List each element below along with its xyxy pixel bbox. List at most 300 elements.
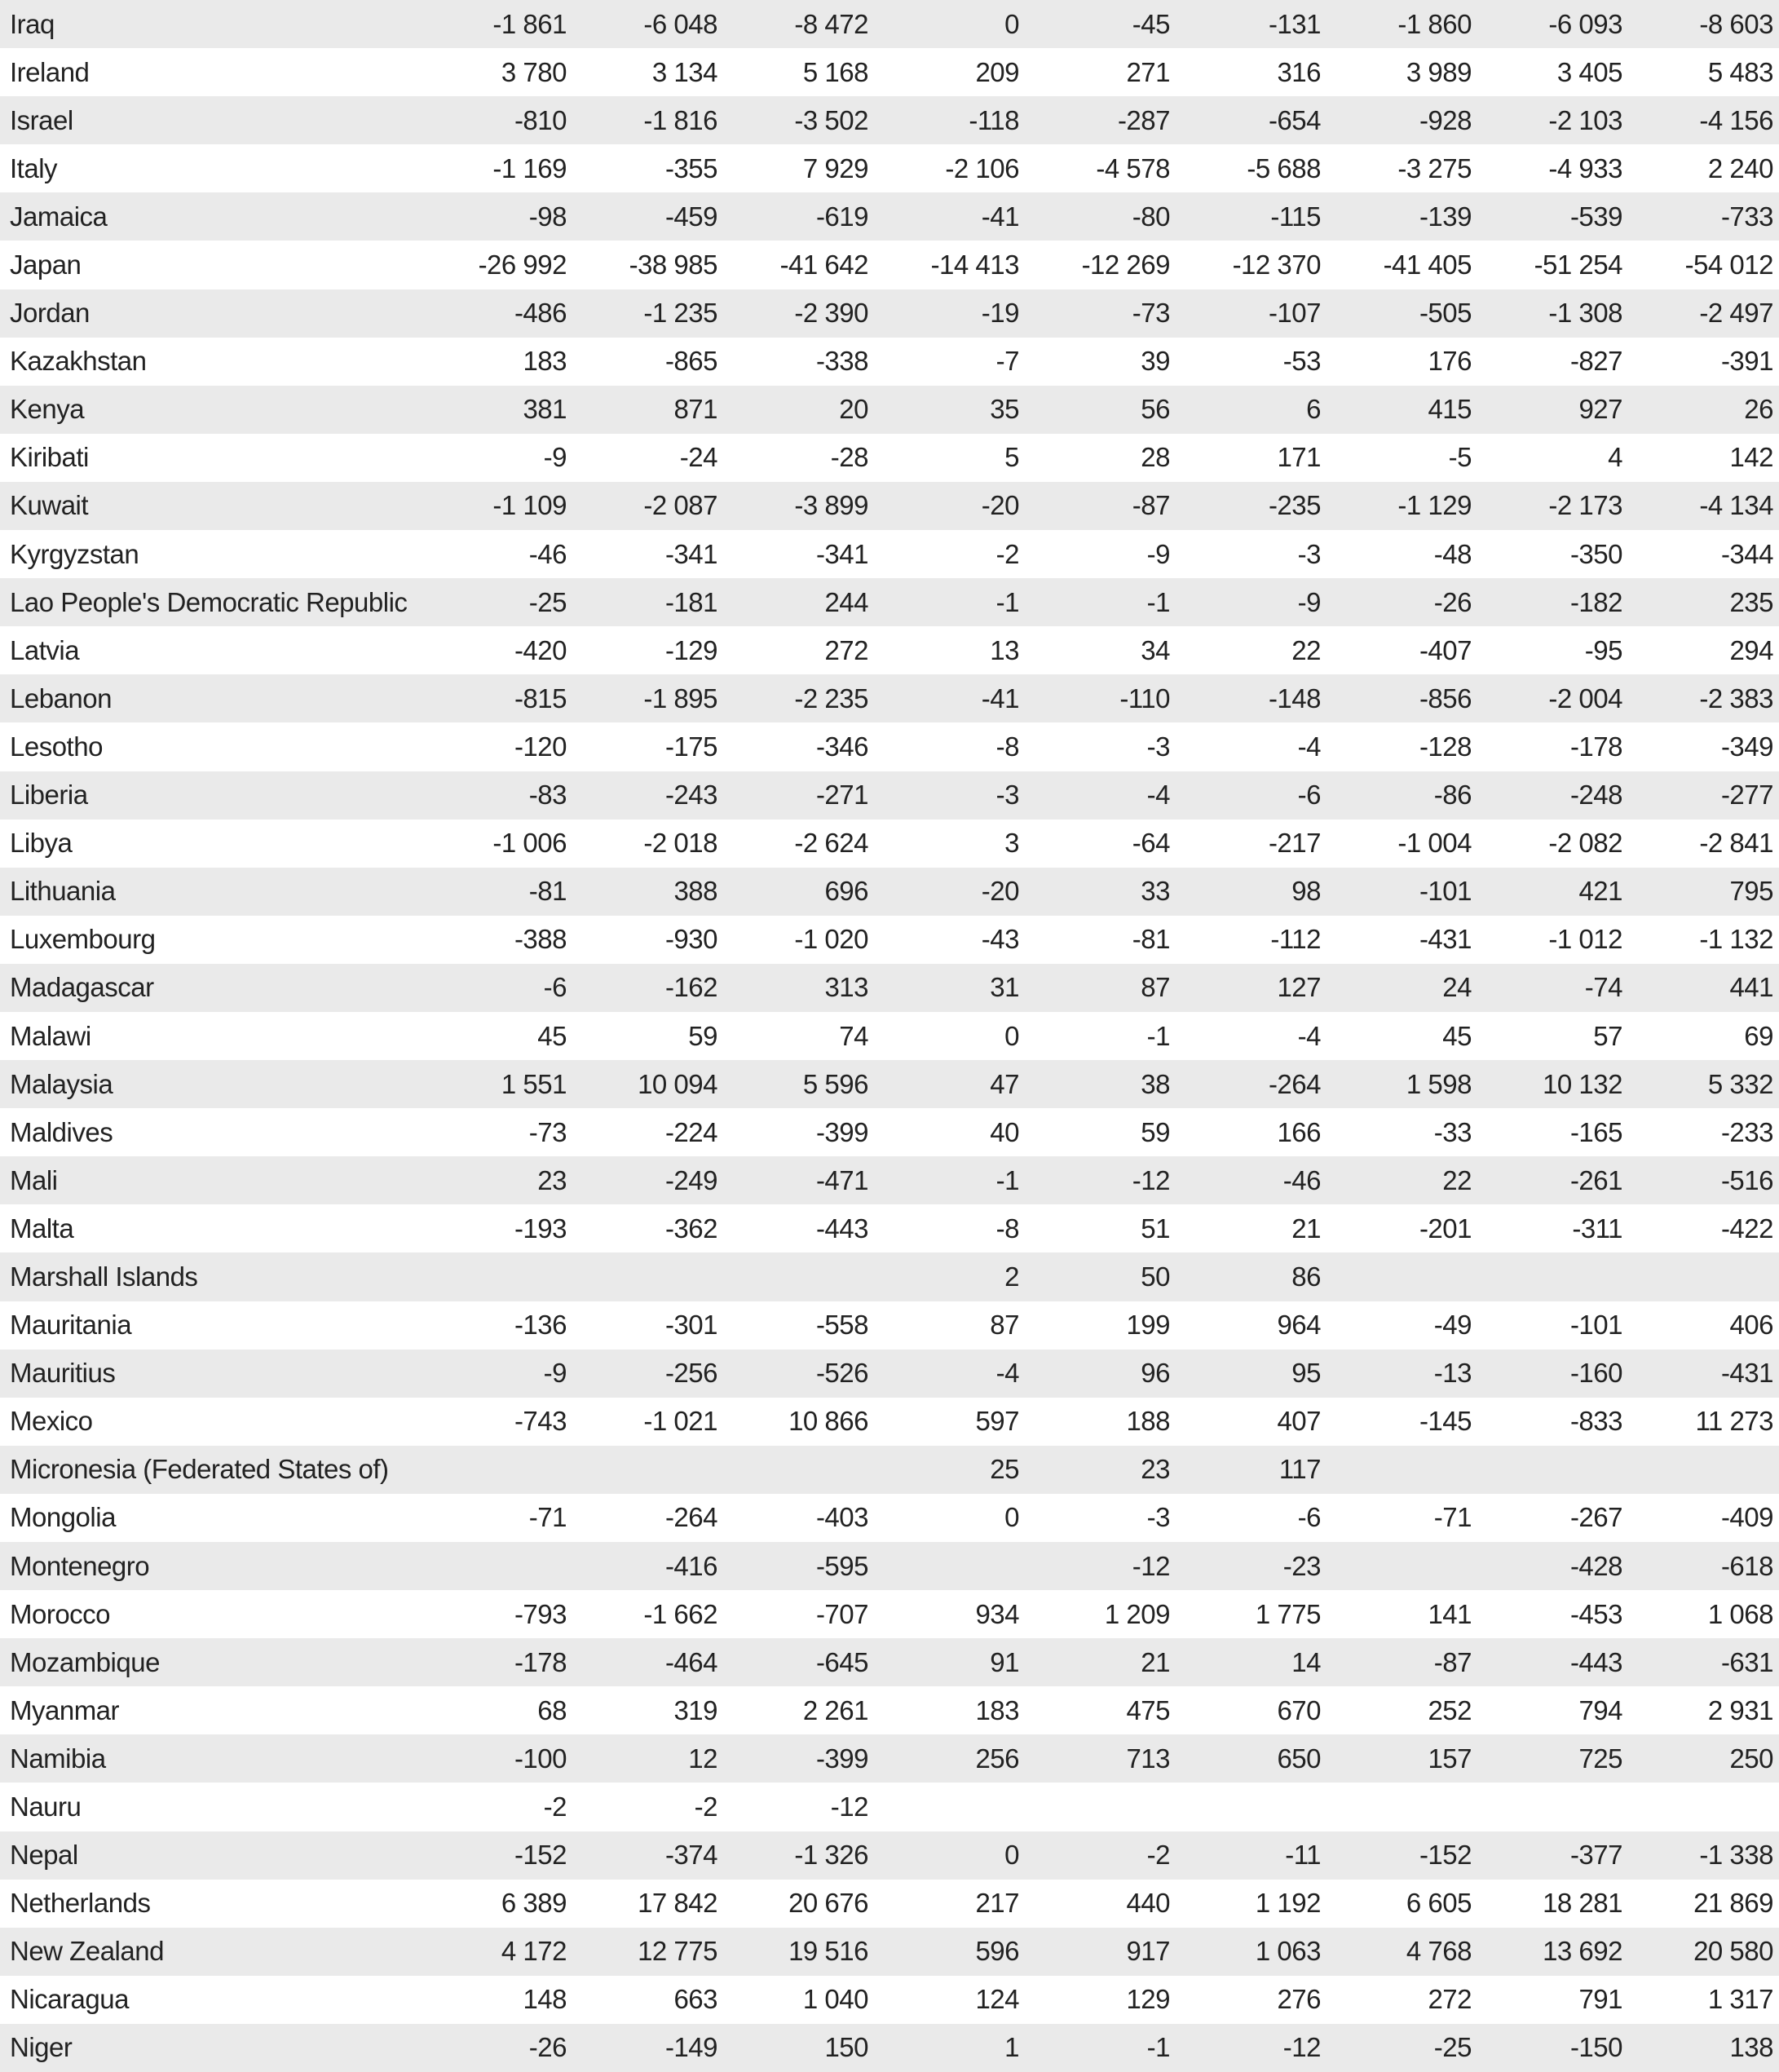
value-cell: -4: [1146, 780, 1170, 811]
value-cell: -1 004: [1397, 828, 1472, 859]
value-cell: -20: [981, 490, 1019, 521]
table-row: [0, 1156, 1779, 1204]
table-row: [0, 1398, 1779, 1446]
value-cell: -107: [1268, 298, 1321, 329]
value-cell: 45: [1442, 1020, 1472, 1051]
value-cell: -338: [815, 346, 868, 377]
value-cell: -23: [1282, 1550, 1321, 1581]
value-cell: -743: [514, 1406, 567, 1437]
value-cell: -148: [1268, 683, 1321, 713]
value-cell: 12: [688, 1743, 717, 1774]
value-cell: -217: [1268, 828, 1321, 859]
value-cell: 7 929: [802, 152, 868, 183]
country-name-cell: Morocco: [10, 1598, 111, 1629]
value-cell: 388: [673, 876, 717, 907]
table-row: [0, 1686, 1779, 1734]
value-cell: -2 235: [794, 683, 868, 713]
value-cell: -110: [1119, 683, 1170, 713]
value-cell: 57: [1593, 1020, 1622, 1051]
value-cell: -539: [1569, 201, 1622, 232]
value-cell: -526: [815, 1358, 868, 1389]
value-cell: 10 866: [788, 1406, 868, 1437]
value-cell: -3 899: [794, 490, 868, 521]
value-cell: 2 261: [802, 1694, 868, 1725]
country-name-cell: Latvia: [10, 634, 80, 665]
value-cell: -150: [1569, 2032, 1622, 2063]
table-row: [0, 386, 1779, 434]
table-row: [0, 2024, 1779, 2072]
value-cell: 74: [839, 1020, 868, 1051]
value-cell: -12: [830, 1791, 868, 1822]
table-row: [0, 434, 1779, 482]
value-cell: 38: [1141, 1068, 1170, 1099]
value-cell: 21 869: [1693, 1888, 1773, 1919]
country-name-cell: Madagascar: [10, 972, 154, 1003]
value-cell: 407: [1277, 1406, 1321, 1437]
value-cell: -1 816: [643, 104, 717, 135]
value-cell: -19: [981, 298, 1019, 329]
value-cell: -827: [1569, 346, 1622, 377]
value-cell: -14 413: [930, 250, 1019, 281]
value-cell: -4: [1297, 731, 1321, 762]
value-cell: -1 006: [492, 828, 567, 859]
value-cell: 272: [824, 634, 868, 665]
value-cell: -74: [1584, 972, 1622, 1003]
country-name-cell: Malawi: [10, 1020, 91, 1051]
value-cell: -2 624: [794, 828, 868, 859]
value-cell: -38 985: [629, 250, 717, 281]
value-cell: -95: [1584, 634, 1622, 665]
country-name-cell: Kyrgyzstan: [10, 538, 139, 569]
value-cell: 2: [1004, 1261, 1019, 1292]
value-cell: -271: [815, 780, 868, 811]
value-cell: 10 132: [1543, 1068, 1622, 1099]
value-cell: -115: [1270, 201, 1321, 232]
value-cell: 5 168: [802, 56, 868, 87]
value-cell: -6: [1297, 780, 1321, 811]
value-cell: 271: [1126, 56, 1170, 87]
value-cell: -12: [1132, 1550, 1170, 1581]
value-cell: 696: [824, 876, 868, 907]
value-cell: -80: [1132, 201, 1170, 232]
value-cell: -301: [664, 1310, 717, 1341]
value-cell: -9: [543, 1358, 567, 1389]
value-cell: -1 020: [794, 924, 868, 955]
value-cell: 20 580: [1693, 1936, 1773, 1967]
value-cell: 1 040: [802, 1984, 868, 2015]
value-cell: -2 173: [1548, 490, 1622, 521]
value-cell: 421: [1578, 876, 1622, 907]
value-cell: 5 596: [802, 1068, 868, 1099]
country-name-cell: Kazakhstan: [10, 346, 147, 377]
table-row: [0, 338, 1779, 386]
value-cell: -235: [1268, 490, 1321, 521]
country-name-cell: Micronesia (Federated States of): [10, 1454, 389, 1485]
country-name-cell: Nicaragua: [10, 1984, 129, 2015]
value-cell: -54 012: [1684, 250, 1773, 281]
value-cell: 871: [673, 394, 717, 425]
value-cell: -178: [514, 1646, 567, 1677]
value-cell: 51: [1141, 1213, 1170, 1244]
value-cell: -162: [664, 972, 717, 1003]
value-cell: -815: [514, 683, 567, 713]
value-cell: -83: [528, 780, 567, 811]
value-cell: -224: [664, 1116, 717, 1147]
value-cell: -3 502: [794, 104, 868, 135]
value-cell: 20 676: [788, 1888, 868, 1919]
value-cell: -1 895: [643, 683, 717, 713]
value-cell: -2 841: [1699, 828, 1773, 859]
value-cell: 5 332: [1707, 1068, 1773, 1099]
value-cell: 23: [1141, 1454, 1170, 1485]
value-cell: -81: [528, 876, 567, 907]
value-cell: 440: [1126, 1888, 1170, 1919]
value-cell: -46: [1282, 1164, 1321, 1195]
value-cell: -101: [1569, 1310, 1622, 1341]
value-cell: -409: [1720, 1502, 1773, 1533]
value-cell: 176: [1428, 346, 1472, 377]
value-cell: -129: [664, 634, 717, 665]
value-cell: -86: [1433, 780, 1472, 811]
value-cell: -833: [1569, 1406, 1622, 1437]
table-row: [0, 482, 1779, 530]
value-cell: -11: [1285, 1840, 1321, 1871]
value-cell: -12: [1282, 2032, 1321, 2063]
value-cell: 5: [1004, 442, 1019, 473]
table-row: [0, 868, 1779, 916]
value-cell: -12 269: [1081, 250, 1170, 281]
value-cell: 11 273: [1695, 1406, 1773, 1437]
value-cell: 276: [1277, 1984, 1321, 2015]
value-cell: -453: [1569, 1598, 1622, 1629]
value-cell: -64: [1132, 828, 1170, 859]
value-cell: -48: [1433, 538, 1472, 569]
value-cell: 33: [1141, 876, 1170, 907]
value-cell: 35: [990, 394, 1019, 425]
value-cell: -1: [1146, 586, 1170, 617]
value-cell: -505: [1419, 298, 1472, 329]
table-row: [0, 0, 1779, 48]
value-cell: 1 551: [501, 1068, 567, 1099]
value-cell: 34: [1141, 634, 1170, 665]
value-cell: -8: [995, 1213, 1019, 1244]
value-cell: -6: [543, 972, 567, 1003]
value-cell: -350: [1569, 538, 1622, 569]
value-cell: 0: [1004, 1840, 1019, 1871]
value-cell: -145: [1419, 1406, 1472, 1437]
value-cell: 256: [975, 1743, 1019, 1774]
country-name-cell: Italy: [10, 152, 58, 183]
value-cell: 59: [688, 1020, 717, 1051]
value-cell: -1 860: [1397, 8, 1472, 39]
value-cell: -2 082: [1548, 828, 1622, 859]
table-row: [0, 1494, 1779, 1542]
value-cell: -1 169: [492, 152, 567, 183]
value-cell: 13: [990, 634, 1019, 665]
value-cell: 23: [537, 1164, 567, 1195]
country-name-cell: Nepal: [10, 1840, 78, 1871]
country-name-cell: Malta: [10, 1213, 74, 1244]
value-cell: -1: [1146, 1020, 1170, 1051]
country-name-cell: Marshall Islands: [10, 1261, 198, 1292]
value-cell: -71: [1433, 1502, 1472, 1533]
table-row: [0, 1446, 1779, 1494]
value-cell: -264: [664, 1502, 717, 1533]
value-cell: -4 134: [1699, 490, 1773, 521]
table-row: [0, 289, 1779, 338]
country-name-cell: Japan: [10, 250, 82, 281]
value-cell: 650: [1277, 1743, 1321, 1774]
value-cell: 1 192: [1255, 1888, 1321, 1919]
value-cell: -165: [1569, 1116, 1622, 1147]
value-cell: -362: [664, 1213, 717, 1244]
value-cell: 117: [1278, 1454, 1321, 1485]
value-cell: -645: [815, 1646, 868, 1677]
value-cell: -20: [981, 876, 1019, 907]
value-cell: -399: [815, 1743, 868, 1774]
value-cell: 24: [1442, 972, 1472, 1003]
value-cell: 252: [1428, 1694, 1472, 1725]
value-cell: 0: [1004, 1502, 1019, 1533]
value-cell: -1 338: [1699, 1840, 1773, 1871]
value-cell: 28: [1141, 442, 1170, 473]
value-cell: -407: [1419, 634, 1472, 665]
value-cell: -81: [1132, 924, 1170, 955]
country-name-cell: Mongolia: [10, 1502, 116, 1533]
value-cell: -128: [1419, 731, 1472, 762]
value-cell: -595: [815, 1550, 868, 1581]
value-cell: -2: [543, 1791, 567, 1822]
value-cell: -2: [1146, 1840, 1170, 1871]
value-cell: -2: [995, 538, 1019, 569]
value-cell: 0: [1004, 8, 1019, 39]
value-cell: 6 605: [1406, 1888, 1472, 1919]
table-row: [0, 1976, 1779, 2024]
value-cell: -33: [1433, 1116, 1472, 1147]
value-cell: 22: [1442, 1164, 1472, 1195]
value-cell: 56: [1141, 394, 1170, 425]
value-cell: -9: [543, 442, 567, 473]
value-cell: -4: [995, 1358, 1019, 1389]
country-name-cell: Lao People's Democratic Republic: [10, 586, 408, 617]
value-cell: -233: [1720, 1116, 1773, 1147]
value-cell: 25: [990, 1454, 1019, 1485]
value-cell: -930: [664, 924, 717, 955]
value-cell: -181: [664, 586, 717, 617]
value-cell: 316: [1277, 56, 1321, 87]
value-cell: 3 134: [651, 56, 717, 87]
table-row: [0, 578, 1779, 626]
country-name-cell: Jordan: [10, 298, 90, 329]
table-row: [0, 674, 1779, 722]
value-cell: -2 087: [643, 490, 717, 521]
value-cell: 4 172: [501, 1936, 567, 1967]
value-cell: -464: [664, 1646, 717, 1677]
value-cell: -49: [1433, 1310, 1472, 1341]
table-row: [0, 1301, 1779, 1350]
value-cell: -388: [514, 924, 567, 955]
value-cell: -346: [815, 731, 868, 762]
table-row: [0, 1831, 1779, 1880]
value-cell: 68: [537, 1694, 567, 1725]
value-cell: 725: [1578, 1743, 1622, 1774]
value-cell: -45: [1132, 8, 1170, 39]
value-cell: 1 063: [1255, 1936, 1321, 1967]
country-name-cell: Mali: [10, 1164, 58, 1195]
value-cell: -349: [1720, 731, 1773, 762]
value-cell: 209: [975, 56, 1019, 87]
value-cell: 596: [975, 1936, 1019, 1967]
country-name-cell: Lesotho: [10, 731, 103, 762]
value-cell: -1 662: [643, 1598, 717, 1629]
value-cell: 0: [1004, 1020, 1019, 1051]
table-row: [0, 1012, 1779, 1060]
table-row: [0, 626, 1779, 674]
value-cell: 188: [1126, 1406, 1170, 1437]
value-cell: -152: [1419, 1840, 1472, 1871]
value-cell: 934: [975, 1598, 1019, 1629]
value-cell: -160: [1569, 1358, 1622, 1389]
value-cell: -243: [664, 780, 717, 811]
value-cell: 171: [1277, 442, 1321, 473]
value-cell: 381: [523, 394, 567, 425]
table-row: [0, 771, 1779, 820]
value-cell: -201: [1419, 1213, 1472, 1244]
value-cell: 124: [975, 1984, 1019, 2015]
value-cell: 1 317: [1707, 1984, 1773, 2015]
value-cell: -8 472: [794, 8, 868, 39]
value-cell: 129: [1126, 1984, 1170, 2015]
value-cell: -733: [1720, 201, 1773, 232]
value-cell: -3 275: [1397, 152, 1472, 183]
value-cell: -73: [1132, 298, 1170, 329]
value-cell: 6: [1306, 394, 1321, 425]
value-cell: 87: [990, 1310, 1019, 1341]
value-cell: -43: [981, 924, 1019, 955]
value-cell: -25: [1433, 2032, 1472, 2063]
value-cell: 250: [1729, 1743, 1773, 1774]
value-cell: -175: [664, 731, 717, 762]
value-cell: -24: [679, 442, 717, 473]
value-cell: -13: [1433, 1358, 1472, 1389]
value-cell: -2 497: [1699, 298, 1773, 329]
value-cell: -443: [815, 1213, 868, 1244]
table-row: [0, 192, 1779, 241]
value-cell: 2 240: [1707, 152, 1773, 183]
country-name-cell: New Zealand: [10, 1936, 164, 1967]
value-cell: 5 483: [1707, 56, 1773, 87]
table-row: [0, 964, 1779, 1012]
value-cell: 141: [1428, 1598, 1472, 1629]
value-cell: -420: [514, 634, 567, 665]
value-cell: -5: [1448, 442, 1472, 473]
value-cell: 69: [1744, 1020, 1773, 1051]
value-cell: 26: [1744, 394, 1773, 425]
value-cell: -3: [1297, 538, 1321, 569]
value-cell: 86: [1291, 1261, 1321, 1292]
value-cell: -341: [664, 538, 717, 569]
value-cell: -1 012: [1548, 924, 1622, 955]
value-cell: -136: [514, 1310, 567, 1341]
value-cell: 1 209: [1104, 1598, 1170, 1629]
country-name-cell: Malaysia: [10, 1068, 113, 1099]
value-cell: -41: [981, 201, 1019, 232]
value-cell: 1 775: [1255, 1598, 1321, 1629]
value-cell: -6 048: [643, 8, 717, 39]
value-cell: -256: [664, 1358, 717, 1389]
value-cell: -101: [1419, 876, 1472, 907]
country-name-cell: Mozambique: [10, 1646, 160, 1677]
value-cell: 39: [1141, 346, 1170, 377]
value-cell: 22: [1291, 634, 1321, 665]
value-cell: -120: [514, 731, 567, 762]
country-name-cell: Kenya: [10, 394, 85, 425]
value-cell: -4 156: [1699, 104, 1773, 135]
value-cell: -558: [815, 1310, 868, 1341]
value-cell: -12: [1132, 1164, 1170, 1195]
value-cell: -46: [528, 538, 567, 569]
value-cell: -4 933: [1548, 152, 1622, 183]
value-cell: -100: [514, 1743, 567, 1774]
value-cell: 96: [1141, 1358, 1170, 1389]
value-cell: -8 603: [1699, 8, 1773, 39]
value-cell: -486: [514, 298, 567, 329]
value-cell: 313: [824, 972, 868, 1003]
country-name-cell: Niger: [10, 2032, 73, 2063]
value-cell: -267: [1569, 1502, 1622, 1533]
value-cell: -6: [1297, 1502, 1321, 1533]
value-cell: 663: [673, 1984, 717, 2015]
value-cell: -149: [664, 2032, 717, 2063]
value-cell: 138: [1729, 2032, 1773, 2063]
value-cell: -1 129: [1397, 490, 1472, 521]
value-cell: -707: [815, 1598, 868, 1629]
value-cell: -2 383: [1699, 683, 1773, 713]
value-cell: 98: [1291, 876, 1321, 907]
table-row: [0, 1928, 1779, 1976]
value-cell: -2: [694, 1791, 717, 1822]
country-name-cell: Kuwait: [10, 490, 89, 521]
table-row: [0, 1060, 1779, 1108]
value-cell: 127: [1277, 972, 1321, 1003]
value-cell: 917: [1126, 1936, 1170, 1967]
value-cell: -1 235: [643, 298, 717, 329]
country-name-cell: Ireland: [10, 56, 90, 87]
value-cell: -431: [1720, 1358, 1773, 1389]
value-cell: -261: [1569, 1164, 1622, 1195]
value-cell: -391: [1720, 346, 1773, 377]
table-row: [0, 1638, 1779, 1686]
value-cell: -6 093: [1548, 8, 1622, 39]
value-cell: -26 992: [478, 250, 567, 281]
value-cell: -53: [1282, 346, 1321, 377]
value-cell: -28: [830, 442, 868, 473]
value-cell: -4: [1297, 1020, 1321, 1051]
value-cell: -277: [1720, 780, 1773, 811]
value-cell: 142: [1729, 442, 1773, 473]
value-cell: -2 004: [1548, 683, 1622, 713]
value-cell: 17 842: [638, 1888, 717, 1919]
table-row: [0, 820, 1779, 868]
value-cell: 40: [990, 1116, 1019, 1147]
value-cell: -1: [1146, 2032, 1170, 2063]
value-cell: -287: [1117, 104, 1170, 135]
value-cell: -8: [995, 731, 1019, 762]
value-cell: -51 254: [1534, 250, 1622, 281]
value-cell: -865: [664, 346, 717, 377]
value-cell: -631: [1720, 1646, 1773, 1677]
value-cell: -3: [1146, 1502, 1170, 1533]
